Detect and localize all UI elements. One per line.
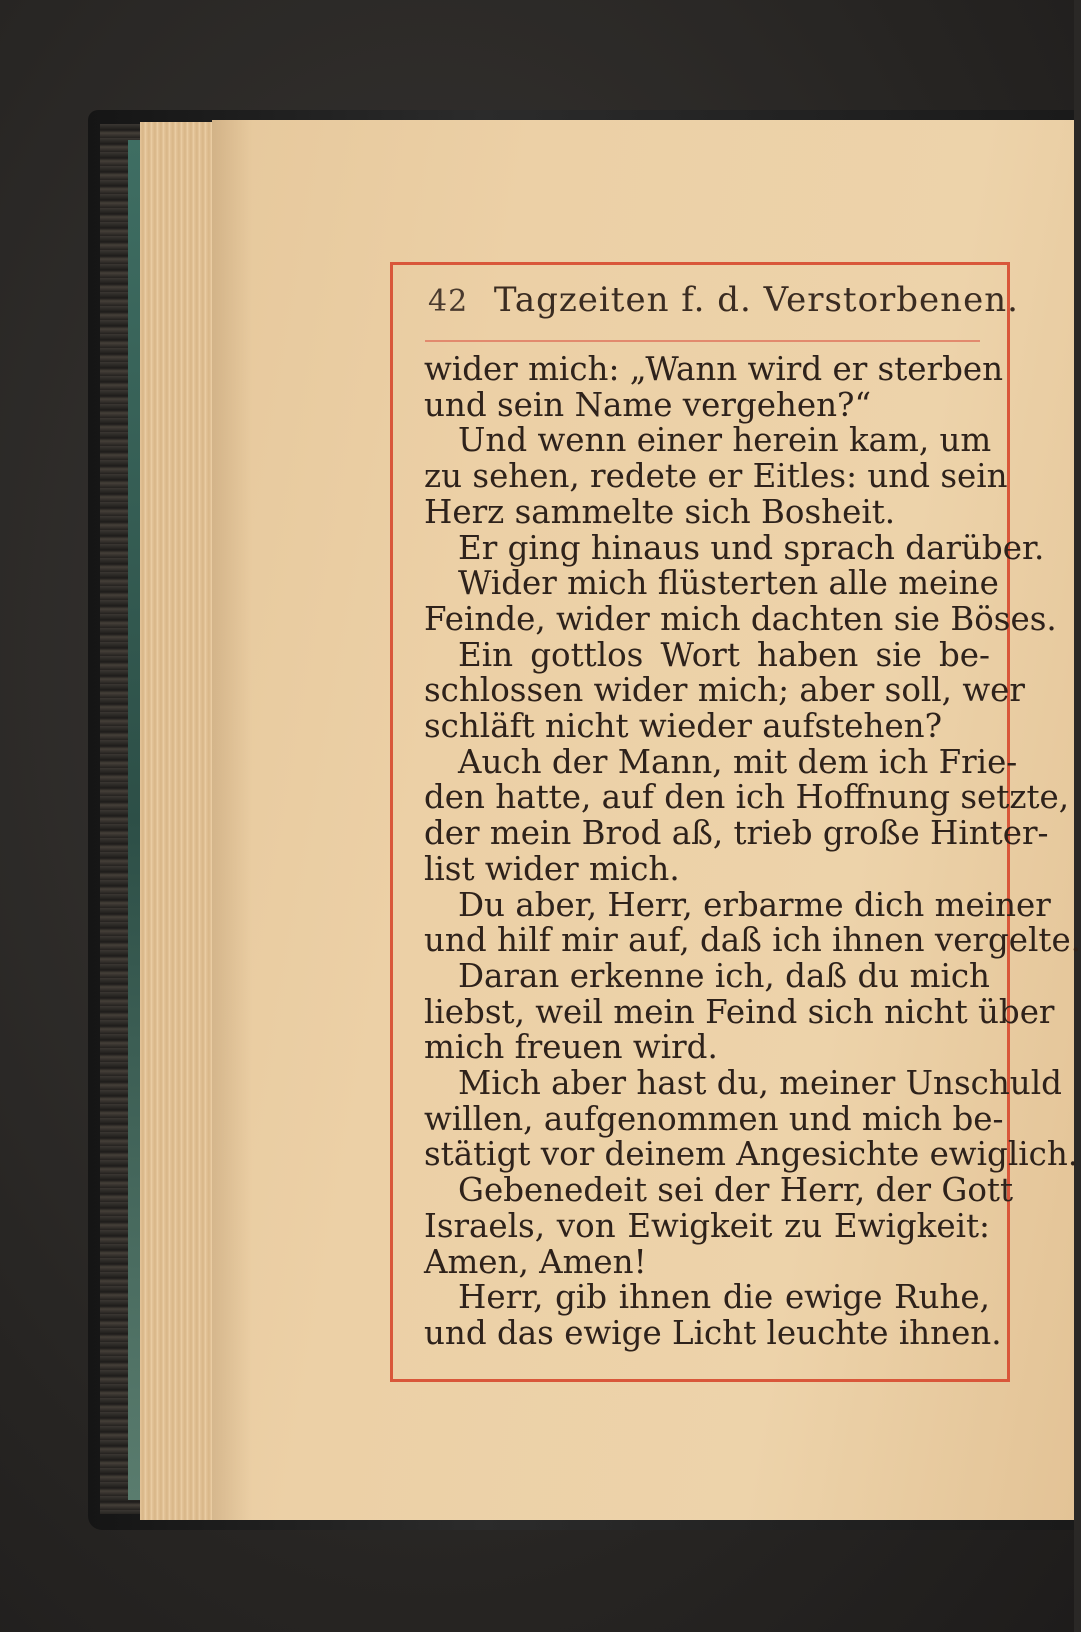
text-line: Israels, von Ewigkeit zu Ewigkeit:	[424, 1206, 990, 1245]
text-line: und das ewige Licht leuchte ihnen.	[424, 1313, 1002, 1352]
text-line: Und wenn einer herein kam, um	[458, 421, 992, 460]
spine-marbled-edge	[128, 140, 140, 1500]
text-line: Gebenedeit sei der Herr, der Gott	[458, 1171, 1014, 1210]
text-line: Daran erkenne ich, daß du mich	[458, 956, 990, 995]
text-line: Amen, Amen!	[424, 1242, 647, 1281]
text-line: wider mich: „Wann wird er sterben	[424, 350, 1004, 388]
text-line: stätigt vor deinem Angesichte ewiglich.	[424, 1135, 1079, 1174]
text-line: Herz sammelte sich Bosheit.	[424, 492, 896, 531]
page-number: 42	[428, 284, 469, 319]
text-line: liebst, weil mein Feind sich nicht über	[424, 992, 1055, 1031]
text-line: Ein gottlos Wort haben sie be-	[458, 635, 990, 674]
body-text	[424, 350, 1081, 1362]
text-line: list wider mich.	[424, 849, 680, 888]
text-line: Herr, gib ihnen die ewige Ruhe,	[458, 1278, 990, 1317]
text-line: willen, aufgenommen und mich be-	[424, 1099, 1004, 1138]
text-line: schlossen wider mich; aber soll, wer	[424, 671, 1025, 710]
text-line: Auch der Mann, mit dem ich Frie-	[458, 742, 1018, 781]
page-gutter-shadow	[212, 120, 252, 1520]
text-line: Wider mich flüsterten alle meine	[458, 564, 999, 603]
text-line: Feinde, wider mich dachten sie Böses.	[424, 599, 1057, 638]
header-rule	[425, 340, 980, 342]
text-line: den hatte, auf den ich Hoffnung setzte,	[424, 778, 1070, 817]
page-header	[428, 280, 1019, 330]
text-line: mich freuen wird.	[424, 1028, 718, 1067]
text-line: Du aber, Herr, erbarme dich meiner	[458, 885, 1051, 924]
text-line: zu sehen, redete er Eitles: und sein	[424, 457, 1008, 496]
text-line: Er ging hinaus und sprach darüber.	[458, 528, 1045, 567]
text-line: der mein Brod aß, trieb große Hinter-	[424, 814, 1049, 853]
page-edges	[140, 122, 220, 1520]
text-line: und sein Name vergehen?“	[424, 385, 872, 424]
text-line: schläft nicht wieder aufstehen?	[424, 707, 943, 746]
text-line: und hilf mir auf, daß ich ihnen vergelte.	[424, 921, 1081, 960]
text-line: Mich aber hast du, meiner Unschuld	[458, 1064, 1062, 1103]
running-title: Tagzeiten f. d. Verstorbenen.	[493, 280, 1019, 320]
